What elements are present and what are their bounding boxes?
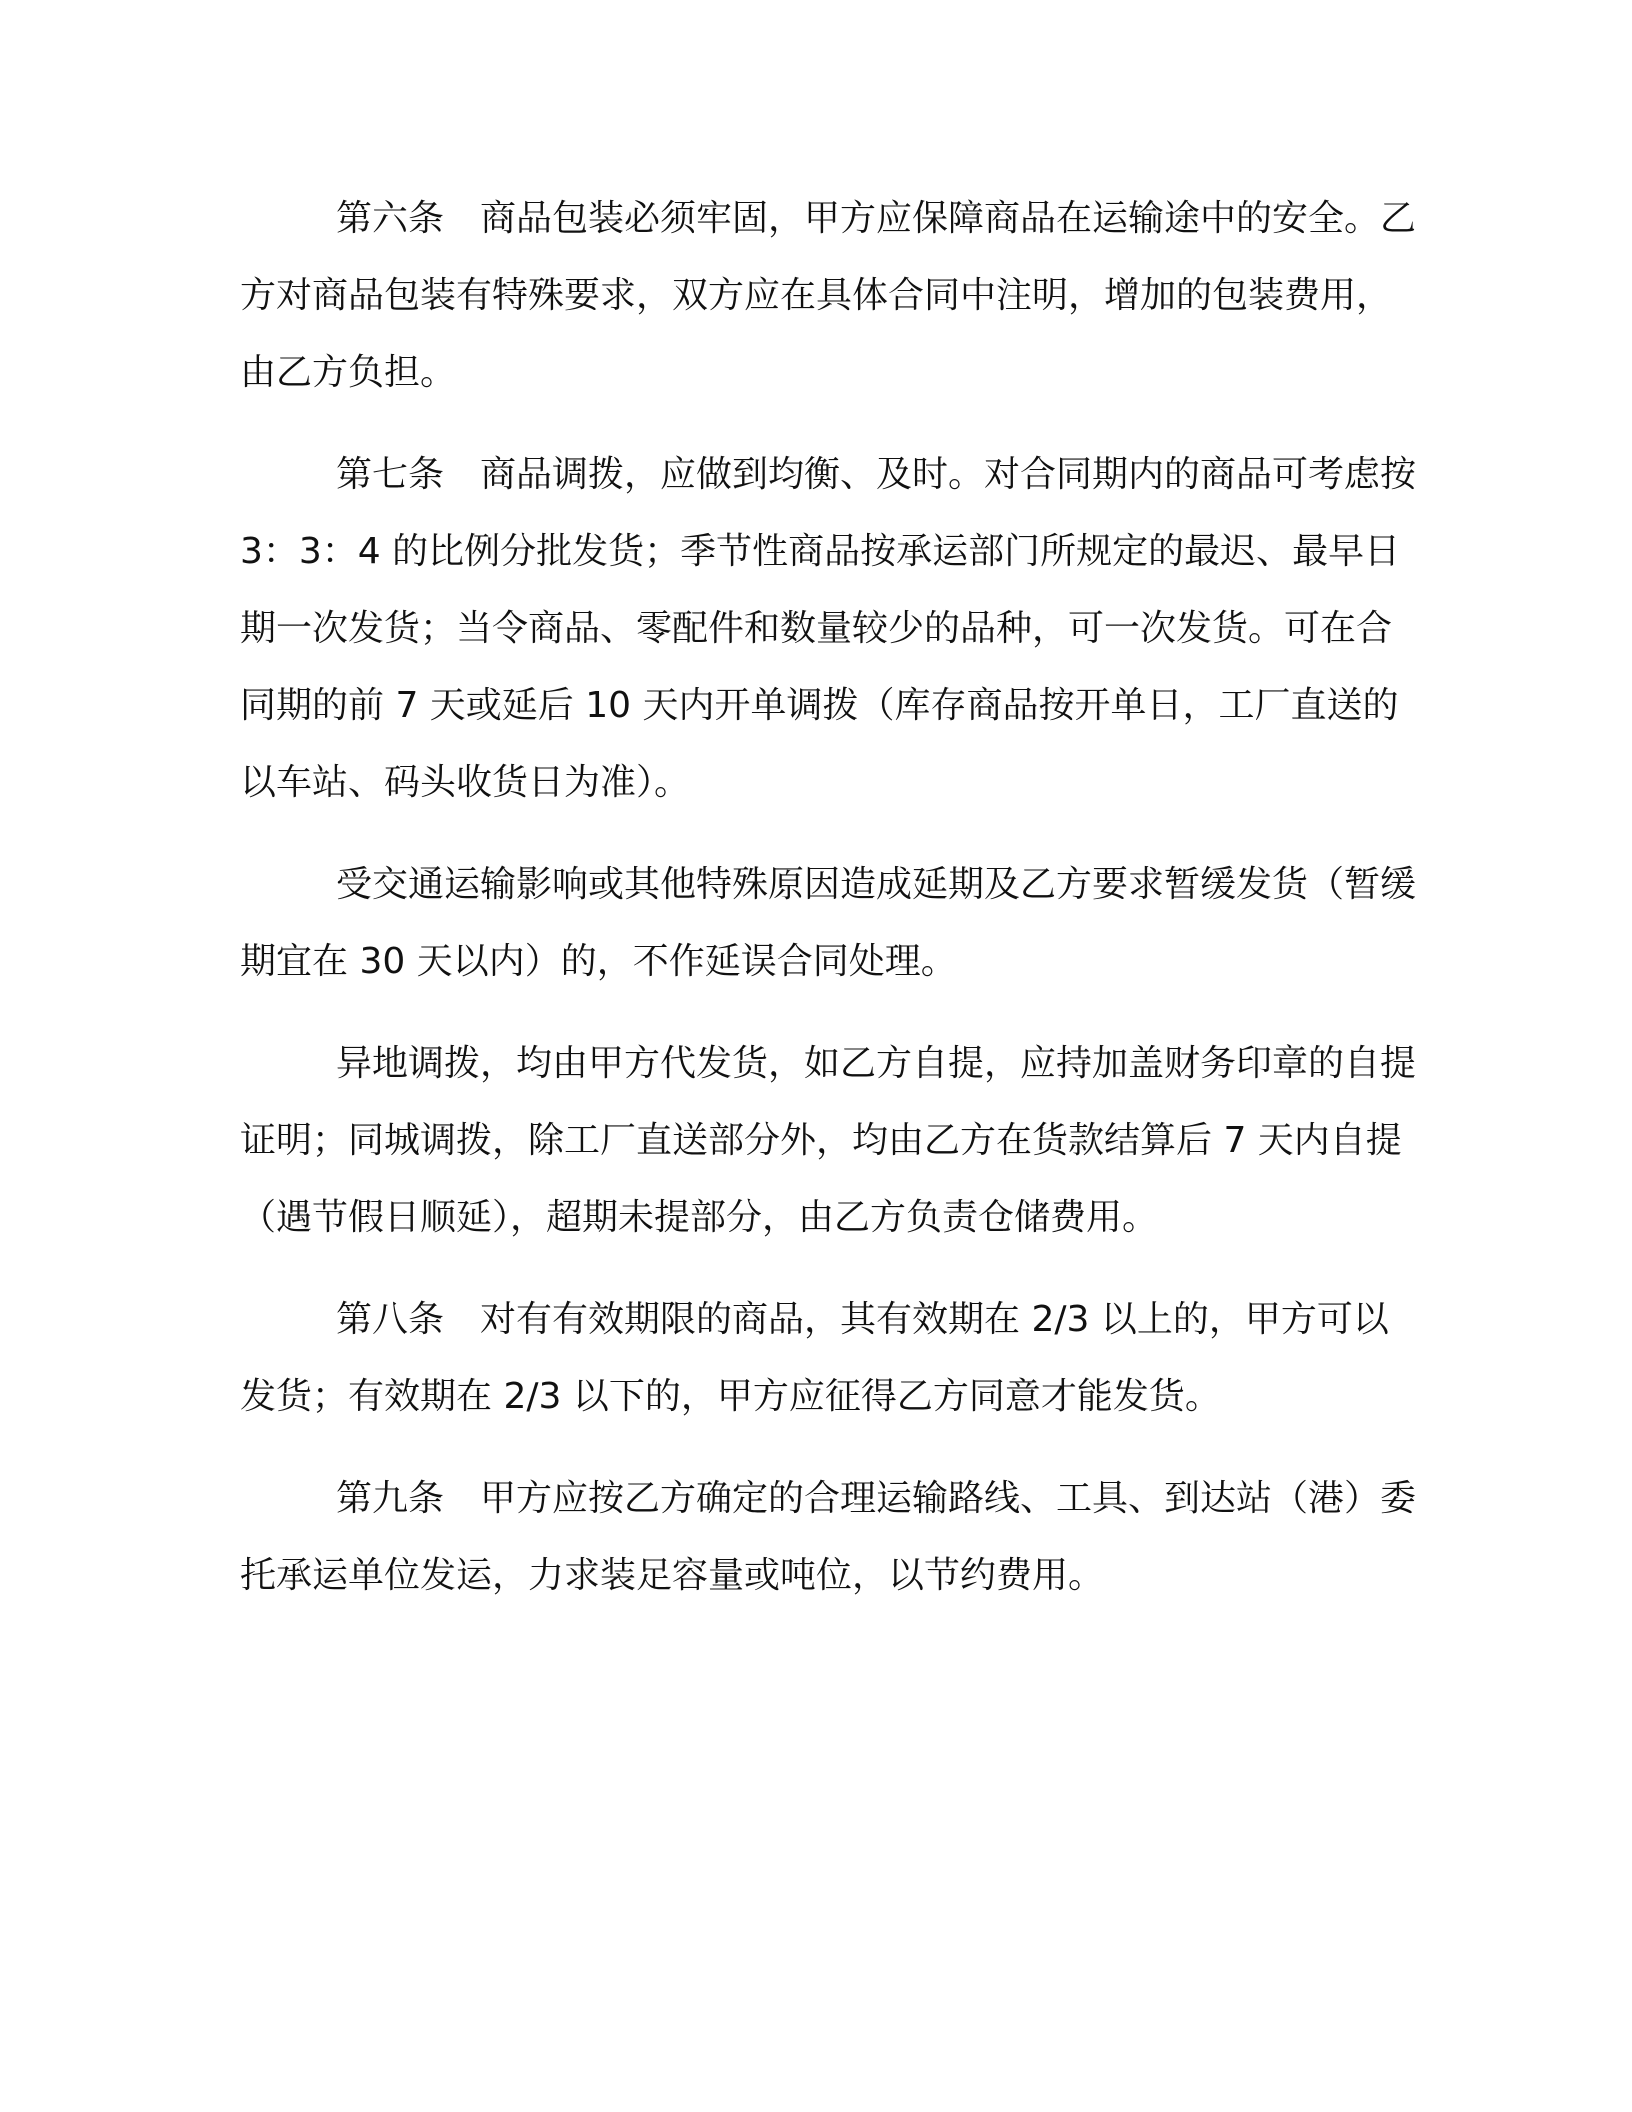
clause-9-paragraph: 第九条 甲方应按乙方确定的合理运输路线、工具、到达站（港）委托承运单位发运，力求装足容量或吨位，以节约费用。 xyxy=(240,1478,1417,1596)
transfer-paragraph: 异地调拨，均由甲方代发货，如乙方自提，应持加盖财务印章的自提证明；同城调拨，除工厂直送部分外，均由乙方在货款结算后 7 天内自提（遇节假日顺延），超期未提部分，由乙方负责仓储费用。 xyxy=(240,1043,1417,1238)
clause-8-paragraph: 第八条 对有有效期限的商品，其有效期在 2/3 以上的，甲方可以发货；有效期在 2/3 以下的，甲方应征得乙方同意才能发货。 xyxy=(240,1299,1389,1417)
clause-7-paragraph: 第七条 商品调拨，应做到均衡、及时。对合同期内的商品可考虑按 3：3：4 的比例分批发货；季节性商品按承运部门所规定的最迟、最早日期一次发货；当令商品、零配件和数量较少的品种，可一次发货。可在合同期的前 7 天或延后 10 天内开单调拨（库存商品按开单日，工厂直送的以车站、码头收货日为准）。 xyxy=(240,454,1417,803)
document-body xyxy=(240,180,1420,1614)
clause-6-paragraph: 第六条 商品包装必须牢固，甲方应保障商品在运输途中的安全。乙方对商品包装有特殊要求，双方应在具体合同中注明，增加的包装费用，由乙方负担。 xyxy=(240,198,1417,393)
delay-paragraph: 受交通运输影响或其他特殊原因造成延期及乙方要求暂缓发货（暂缓期宜在 30 天以内）的，不作延误合同处理。 xyxy=(240,864,1417,982)
